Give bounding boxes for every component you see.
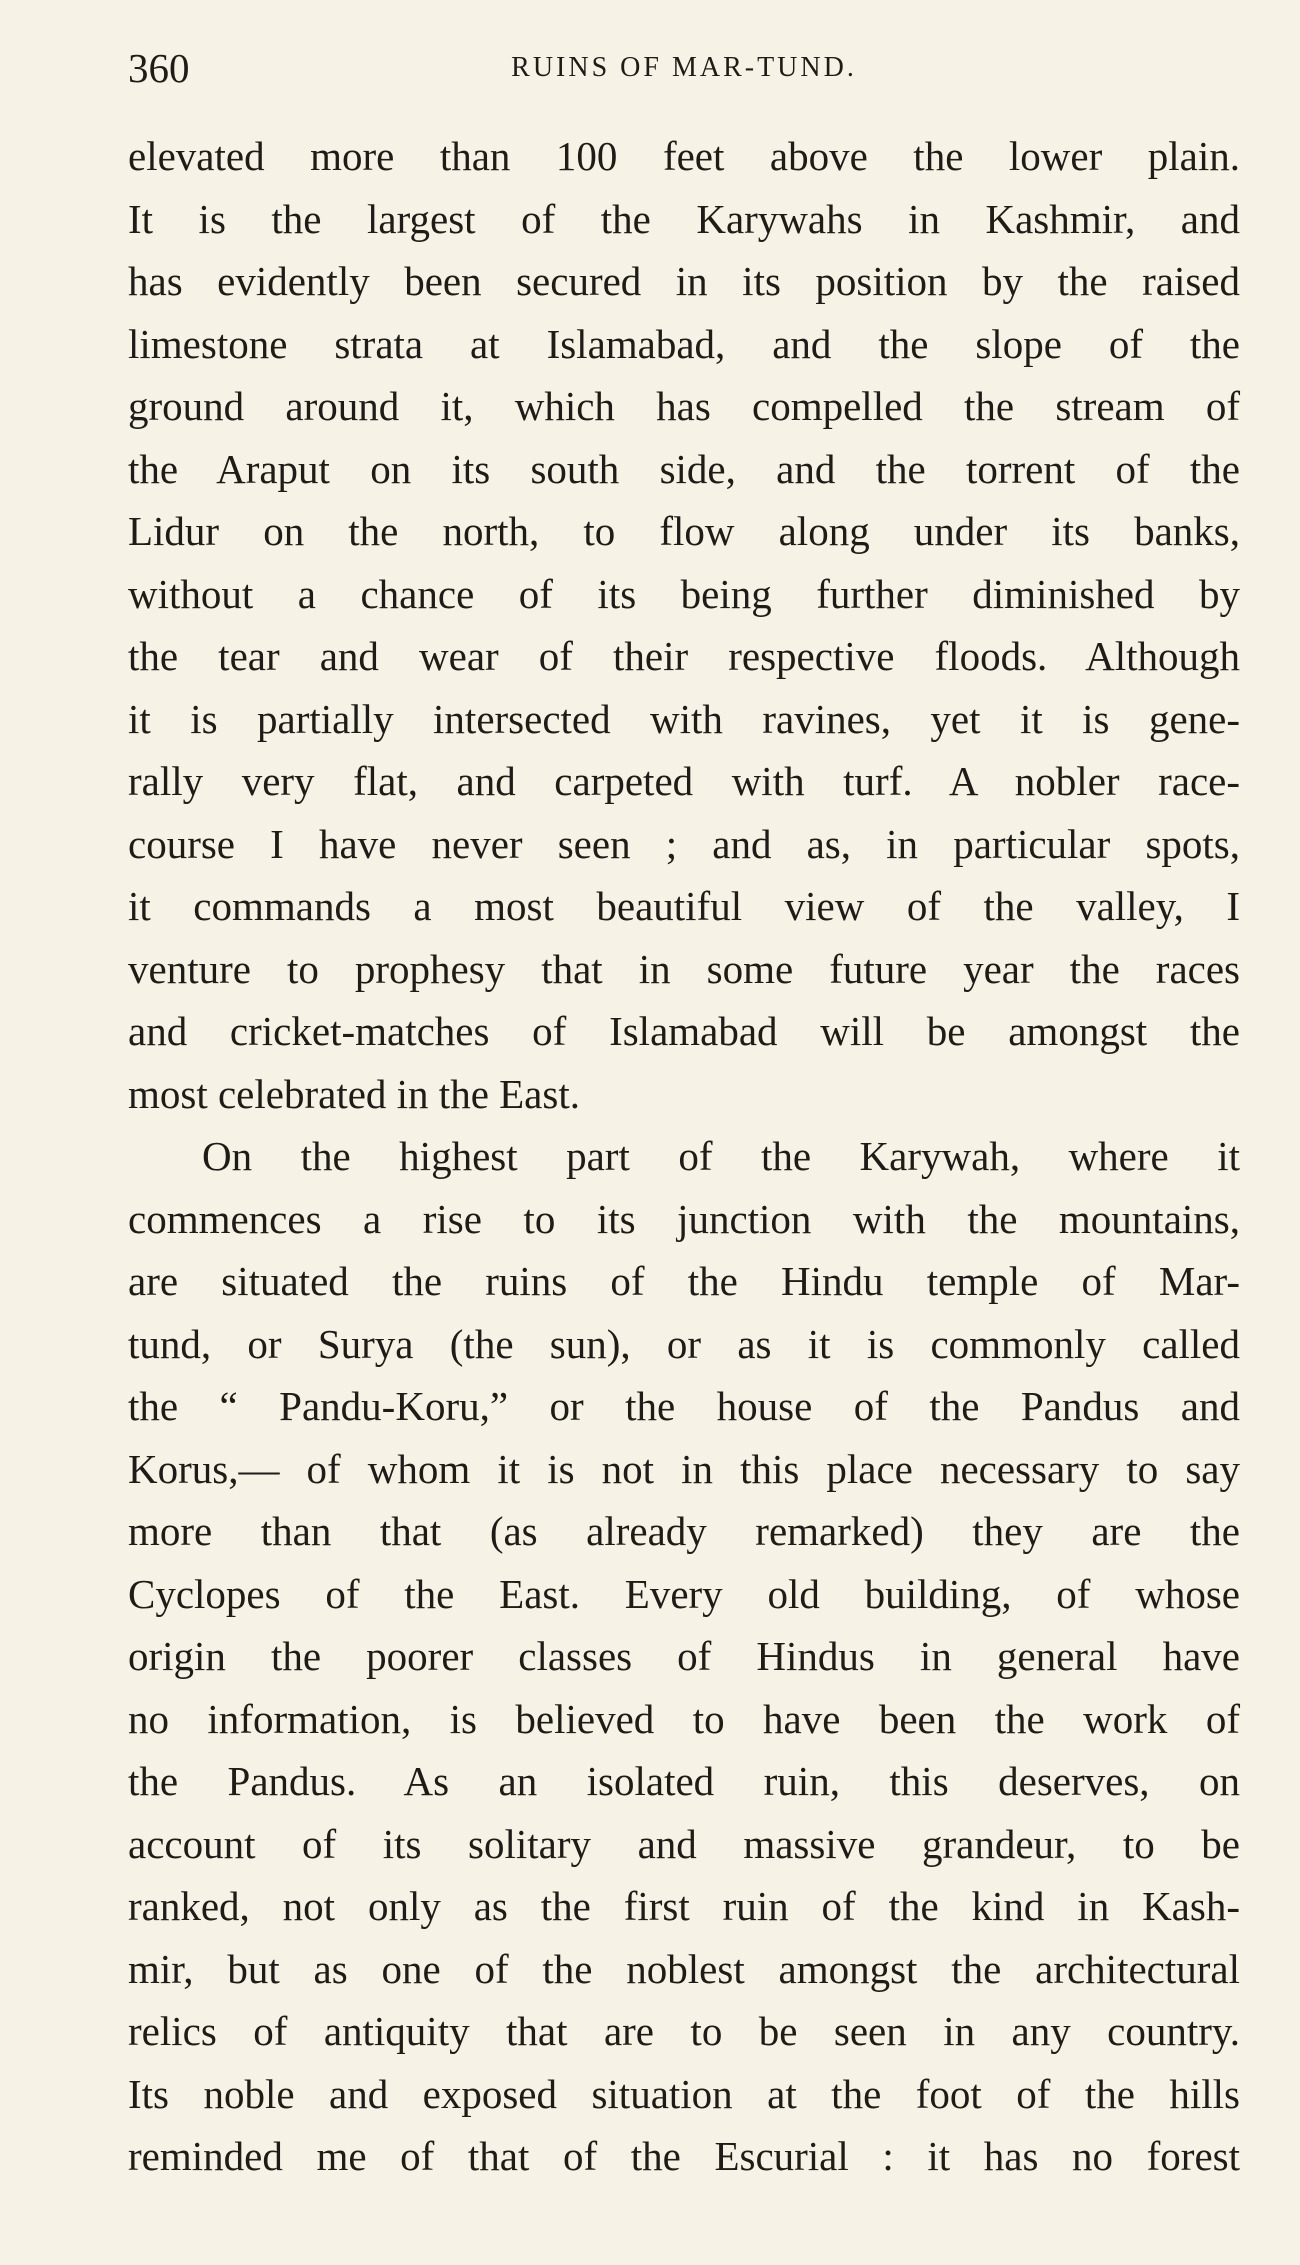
- text-line: most celebrated in the East.: [128, 1070, 580, 1117]
- text-line: it is partially intersected with ravines, yet it is gene-: [128, 695, 1240, 742]
- running-title: RUINS OF MAR-TUND.: [511, 52, 857, 83]
- text-line: Lidur on the north, to flow along under its banks,: [128, 508, 1240, 554]
- running-head: [128, 38, 1240, 98]
- text-line: It is the largest of the Karywahs in Kashmir, and: [128, 195, 1240, 242]
- text-line: course I have never seen ; and as, in particular spots,: [128, 820, 1240, 867]
- text-line: Its noble and exposed situation at the foot of the hills: [128, 2070, 1240, 2117]
- text-line: no information, is believed to have been the work of: [128, 1695, 1240, 1742]
- text-line: commences a rise to its junction with the mountains,: [128, 1195, 1240, 1242]
- text-line: mir, but as one of the noblest amongst the architectural: [128, 1945, 1240, 1992]
- text-line: rally very flat, and carpeted with turf. A nobler race-: [128, 758, 1240, 804]
- page-number: 360: [128, 45, 190, 91]
- text-line: without a chance of its being further diminished by: [128, 570, 1240, 617]
- text-line: Cyclopes of the East. Every old building, of whose: [128, 1570, 1240, 1617]
- text-line: are situated the ruins of the Hindu temple of Mar-: [128, 1258, 1240, 1304]
- text-line: account of its solitary and massive grandeur, to be: [128, 1820, 1240, 1867]
- body-text: [128, 125, 1240, 2188]
- text-line: the “ Pandu-Koru,” or the house of the Pandus and: [128, 1383, 1240, 1429]
- text-line: ranked, not only as the first ruin of the kind in Kash-: [128, 1883, 1240, 1929]
- text-line: tund, or Surya (the sun), or as it is commonly called: [128, 1320, 1240, 1367]
- text-line: ground around it, which has compelled the stream of: [128, 383, 1240, 429]
- text-line: reminded me of that of the Escurial : it has no forest: [128, 2133, 1240, 2179]
- text-line: has evidently been secured in its position by the raised: [128, 258, 1240, 304]
- text-line: the Pandus. As an isolated ruin, this deserves, on: [128, 1758, 1240, 1804]
- text-line: Korus,— of whom it is not in this place necessary to say: [128, 1445, 1240, 1492]
- text-line: the tear and wear of their respective floods. Although: [128, 633, 1240, 679]
- text-line: On the highest part of the Karywah, where it: [202, 1133, 1240, 1179]
- text-line: elevated more than 100 feet above the lower plain.: [128, 133, 1240, 179]
- text-line: it commands a most beautiful view of the valley, I: [128, 883, 1240, 929]
- text-line: venture to prophesy that in some future year the races: [128, 945, 1240, 992]
- text-line: relics of antiquity that are to be seen in any country.: [128, 2008, 1240, 2054]
- text-line: and cricket-matches of Islamabad will be amongst the: [128, 1008, 1240, 1054]
- text-line: more than that (as already remarked) they are the: [128, 1508, 1240, 1554]
- text-line: limestone strata at Islamabad, and the slope of the: [128, 320, 1240, 367]
- text-line: the Araput on its south side, and the torrent of the: [128, 445, 1240, 492]
- text-line: origin the poorer classes of Hindus in general have: [128, 1633, 1240, 1679]
